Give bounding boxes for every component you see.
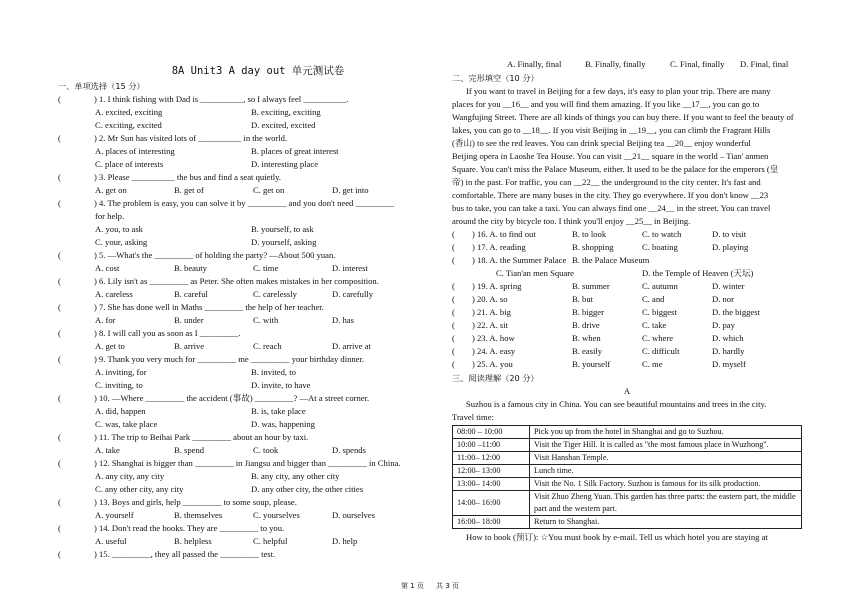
option-a: ) 17. A. reading xyxy=(472,242,526,252)
answer-paren: ( xyxy=(452,294,455,304)
option: D. hardly xyxy=(712,346,745,356)
option: B. but xyxy=(572,294,594,304)
answer-paren: ( xyxy=(58,302,61,312)
question xyxy=(58,431,418,444)
option: D. help xyxy=(332,536,358,546)
option: D. get into xyxy=(332,185,369,195)
option: C. Tian'an men Square xyxy=(496,268,574,278)
cloze-question xyxy=(452,332,802,345)
option: C. helpful xyxy=(253,536,288,546)
option: C. boating xyxy=(642,242,678,252)
option-row xyxy=(58,236,418,249)
option: C. inviting, to xyxy=(95,380,143,390)
option: D. interesting place xyxy=(251,159,319,169)
option: D. which xyxy=(712,333,744,343)
answer-paren: ( xyxy=(58,133,61,143)
option: D. playing xyxy=(712,242,749,252)
cloze-question xyxy=(452,345,802,358)
intro-line: Suzhou is a famous city in China. You can see beautiful mountains and trees in the city. xyxy=(466,399,767,409)
option: B. invited, to xyxy=(251,367,296,377)
option: D. the Temple of Heaven (天坛) xyxy=(642,268,754,278)
option: D. pay xyxy=(712,320,735,330)
question-stem: ) 8. I will call you as soon as I _________. xyxy=(94,328,241,338)
option: D. arrive at xyxy=(332,341,371,351)
option-row xyxy=(58,158,418,171)
answer-paren: ( xyxy=(58,523,61,533)
question xyxy=(58,327,418,340)
cloze-question xyxy=(452,228,802,241)
passage-line: If you want to travel in Beijing for a few days, it's easy to plan your trip. There are many xyxy=(466,86,771,96)
option: B. places of great interest xyxy=(251,146,339,156)
option: C. difficult xyxy=(642,346,680,356)
option: D. spends xyxy=(332,445,366,455)
option-row xyxy=(58,106,418,119)
option: D. to visit xyxy=(712,229,747,239)
answer-paren: ( xyxy=(58,198,61,208)
option: B. arrive xyxy=(174,341,205,351)
passage-line: Wangfujing Street. There are all kinds of things you can buy there. If you want to feel the beauty of xyxy=(452,112,794,122)
option-row xyxy=(58,418,418,431)
schedule-time: 10:00 –11:00 xyxy=(453,439,530,452)
cloze-question xyxy=(452,293,802,306)
option-row xyxy=(58,379,418,392)
question-stem: ) 3. Please __________ the bus and find a seat quietly. xyxy=(94,172,282,182)
option: B. the Palace Museum xyxy=(572,255,650,265)
schedule-activity: Visit Zhuo Zheng Yuan. This garden has three parts: the eastern part, the middle part and the western part. xyxy=(530,491,802,516)
answer-paren: ( xyxy=(58,549,61,559)
option: B. drive xyxy=(572,320,600,330)
answer-paren: ( xyxy=(452,333,455,343)
cloze-question xyxy=(452,358,802,371)
section3-heading: 三、阅读理解（20 分） xyxy=(452,373,539,383)
question-stem: ) 14. Don't read the books. They are _________ to you. xyxy=(94,523,285,533)
option: D. ourselves xyxy=(332,510,375,520)
question-stem: ) 13. Boys and girls, help _________ to some soup, please. xyxy=(94,497,297,507)
option-row xyxy=(58,444,418,457)
question xyxy=(58,132,418,145)
question xyxy=(58,301,418,314)
option-row xyxy=(58,340,418,353)
question xyxy=(58,392,418,405)
option: C. where xyxy=(642,333,674,343)
passage-line: 帝) in the past. For traffic, you can __22__ the underground to the city center. It's fast and xyxy=(452,177,761,187)
schedule-row xyxy=(453,452,802,465)
section1-heading: 一、单项选择（15 分） xyxy=(58,81,145,91)
answer-paren: ( xyxy=(452,229,455,239)
schedule-activity: Visit the Tiger Hill. It is called as "the most famous place in Wuzhong". xyxy=(530,439,802,452)
answer-paren: ( xyxy=(452,242,455,252)
question-stem: ) 7. She has done well in Maths _________ the help of her teacher. xyxy=(94,302,324,312)
option: C. biggest xyxy=(642,307,677,317)
question xyxy=(58,249,418,262)
option: B. shopping xyxy=(572,242,614,252)
option-row xyxy=(58,223,418,236)
question xyxy=(58,197,418,210)
answer-paren: ( xyxy=(452,255,455,265)
option: C. carelessly xyxy=(253,289,297,299)
question-stem: ) 10. —Where _________ the accident (事故) _________? —At a street corner. xyxy=(94,393,370,403)
option: A. Finally, final xyxy=(507,59,562,69)
schedule-time: 14:00– 16:00 xyxy=(453,491,530,516)
passage-line: lakes, you can go to __18__. If you visit Beijing in __19__, you can climb the Fragrant Hills xyxy=(452,125,771,135)
option: C. reach xyxy=(253,341,282,351)
schedule-time: 11:00– 12:00 xyxy=(453,452,530,465)
question xyxy=(58,457,418,470)
option: A. cost xyxy=(95,263,120,273)
right-column xyxy=(452,0,802,544)
page-footer xyxy=(0,580,860,593)
answer-paren: ( xyxy=(452,359,455,369)
passage-line: comfortable. There are many buses in the city. They go everywhere. If you don't know __23 xyxy=(452,190,769,200)
page-total: 共 3 页 xyxy=(436,582,460,590)
option: B. Finally, finally xyxy=(585,59,646,69)
answer-paren: ( xyxy=(58,172,61,182)
schedule-time: 12:00– 13:00 xyxy=(453,465,530,478)
option: B. spend xyxy=(174,445,205,455)
option: A. get on xyxy=(95,185,127,195)
option-row xyxy=(58,535,418,548)
intro-line: Travel time: xyxy=(452,412,494,422)
question-stem: ) 15. _________, they all passed the _________ test. xyxy=(94,549,276,559)
schedule-activity: Pick you up from the hotel in Shanghai and go to Suzhou. xyxy=(530,426,802,439)
option-row xyxy=(58,366,418,379)
option: B. any city, any other city xyxy=(251,471,340,481)
option: C. to watch xyxy=(642,229,682,239)
option: B. bigger xyxy=(572,307,604,317)
answer-paren: ( xyxy=(58,328,61,338)
option-a: ) 20. A. so xyxy=(472,294,508,304)
question-stem: ) 11. The trip to Beihai Park _________ about an hour by taxi. xyxy=(94,432,309,442)
option: A. places of interesting xyxy=(95,146,175,156)
option: D. the biggest xyxy=(712,307,760,317)
answer-paren: ( xyxy=(58,432,61,442)
option: C. take xyxy=(642,320,667,330)
answer-paren: ( xyxy=(452,281,455,291)
schedule-row xyxy=(453,465,802,478)
answer-paren: ( xyxy=(58,497,61,507)
schedule-table xyxy=(452,425,802,529)
option-a: ) 18. A. the Summer Palace xyxy=(472,255,567,265)
option-row xyxy=(58,184,418,197)
passage-label: A xyxy=(623,386,631,396)
option: B. to look xyxy=(572,229,607,239)
option: D. was, happening xyxy=(251,419,315,429)
left-column xyxy=(58,0,418,561)
answer-paren: ( xyxy=(58,94,61,104)
option-a: ) 19. A. spring xyxy=(472,281,522,291)
howto-text: How to book (预订): ☆You must book by e-mail. Tell us which hotel you are staying at xyxy=(466,532,768,542)
schedule-activity: Visit Hanshan Temple. xyxy=(530,452,802,465)
answer-paren: ( xyxy=(58,393,61,403)
section1-questions xyxy=(58,93,418,561)
option: B. helpless xyxy=(174,536,212,546)
section2-heading: 二、完形填空（10 分） xyxy=(452,73,539,83)
option-row xyxy=(58,405,418,418)
answer-paren: ( xyxy=(452,346,455,356)
option: D. winter xyxy=(712,281,745,291)
option: C. get on xyxy=(253,185,285,195)
option: D. carefully xyxy=(332,289,374,299)
option: C. and xyxy=(642,294,665,304)
option: A. you, to ask xyxy=(95,224,143,234)
option: D. yourself, asking xyxy=(251,237,317,247)
answer-paren: ( xyxy=(58,458,61,468)
option: B. is, take place xyxy=(251,406,306,416)
schedule-time: 13:00– 14:00 xyxy=(453,478,530,491)
cloze-question xyxy=(452,241,802,254)
question xyxy=(58,522,418,535)
option: A. careless xyxy=(95,289,133,299)
option-row xyxy=(58,483,418,496)
option: B. easily xyxy=(572,346,603,356)
schedule-row xyxy=(453,426,802,439)
cloze-question xyxy=(452,254,802,267)
option-row xyxy=(58,509,418,522)
option: D. interest xyxy=(332,263,368,273)
option: C. me xyxy=(642,359,663,369)
page-title: 8A Unit3 A day out 单元测试卷 xyxy=(171,65,345,77)
option: D. any other city, the other cities xyxy=(251,484,364,494)
option: B. themselves xyxy=(174,510,223,520)
option-row xyxy=(452,267,802,280)
answer-paren: ( xyxy=(452,307,455,317)
option: A. get to xyxy=(95,341,125,351)
cloze-passage xyxy=(452,85,802,228)
cloze-question xyxy=(452,306,802,319)
option: D. myself xyxy=(712,359,746,369)
option-row xyxy=(58,470,418,483)
option: A. any city, any city xyxy=(95,471,165,481)
option: C. was, take place xyxy=(95,419,158,429)
schedule-row xyxy=(453,491,802,516)
question xyxy=(58,496,418,509)
howto-line xyxy=(452,531,802,544)
passage-line: around the city by bicycle too. I think you'll enjoy __25__ in Beijing. xyxy=(452,216,691,226)
option: B. careful xyxy=(174,289,208,299)
question xyxy=(58,171,418,184)
option: B. get of xyxy=(174,185,204,195)
option-a: ) 21. A. big xyxy=(472,307,511,317)
indent xyxy=(452,267,496,280)
option: A. did, happen xyxy=(95,406,146,416)
cloze-question xyxy=(452,280,802,293)
question-continuation: for help. xyxy=(95,211,125,221)
option-row xyxy=(58,288,418,301)
option: A. for xyxy=(95,315,116,325)
option: C. your, asking xyxy=(95,237,148,247)
passage-line: bus to take, you can take a taxi. You can always find one __24__ in the street. You can travel xyxy=(452,203,771,213)
option: A. inviting, for xyxy=(95,367,147,377)
page-number: 第 1 页 xyxy=(400,582,424,590)
option: C. with xyxy=(253,315,279,325)
option: D. nor xyxy=(712,294,734,304)
option: B. when xyxy=(572,333,601,343)
option: C. exciting, excited xyxy=(95,120,162,130)
q15-options xyxy=(452,58,802,71)
option: D. invite, to have xyxy=(251,380,311,390)
passage-line: Beijing opera in Laoshe Tea House. You can visit __21__ square in the world – Tian' anmen xyxy=(452,151,769,161)
answer-paren: ( xyxy=(58,250,61,260)
option-a: ) 24. A. easy xyxy=(472,346,516,356)
option-a: ) 25. A. you xyxy=(472,359,513,369)
answer-paren: ( xyxy=(452,320,455,330)
passage-line: places for you __16__ and you will find them amazing. If you like __17__, you can go to xyxy=(452,99,760,109)
option: A. useful xyxy=(95,536,127,546)
question-stem: ) 6. Lily isn't as _________ as Peter. She often makes mistakes in her composition. xyxy=(94,276,379,286)
option: C. Final, finally xyxy=(670,59,725,69)
option: A. take xyxy=(95,445,120,455)
option: B. summer xyxy=(572,281,610,291)
schedule-activity: Return to Shanghai. xyxy=(530,516,802,529)
option: D. Final, final xyxy=(740,59,789,69)
question-stem: ) 2. Mr Sun has visited lots of __________ in the world. xyxy=(94,133,288,143)
option: B. exciting, exciting xyxy=(251,107,321,117)
option: C. place of interests xyxy=(95,159,164,169)
option-a: ) 16. A. to find out xyxy=(472,229,536,239)
option-a: ) 22. A. sit xyxy=(472,320,509,330)
option: B. beauty xyxy=(174,263,207,273)
passage-line: (香山) to see the red leaves. You can drink special Beijing tea __20__ enjoy wonderful xyxy=(452,138,751,148)
option-row xyxy=(58,262,418,275)
option: C. autumn xyxy=(642,281,678,291)
option: C. time xyxy=(253,263,279,273)
schedule-row xyxy=(453,439,802,452)
question xyxy=(58,548,418,561)
option: C. yourselves xyxy=(253,510,300,520)
question-stem: ) 9. Thank you very much for _________ me _________ your birthday dinner. xyxy=(94,354,365,364)
schedule-time: 08:00 – 10:00 xyxy=(453,426,530,439)
answer-paren: ( xyxy=(58,354,61,364)
question xyxy=(58,275,418,288)
passage-line: Square. You can't miss the Palace Museum, either. It used to be the palace for the emperors (皇 xyxy=(452,164,779,174)
question xyxy=(58,93,418,106)
option: C. any other city, any city xyxy=(95,484,184,494)
option-row xyxy=(58,119,418,132)
reading-intro xyxy=(452,398,802,424)
option: A. yourself xyxy=(95,510,134,520)
option: B. yourself xyxy=(572,359,611,369)
question-stem: ) 4. The problem is easy, you can solve it by _________ and you don't need _________ xyxy=(94,198,395,208)
option-row xyxy=(58,145,418,158)
option: C. took xyxy=(253,445,279,455)
option-row xyxy=(58,314,418,327)
option: B. under xyxy=(174,315,204,325)
option-a: ) 23. A. how xyxy=(472,333,515,343)
option: D. excited, excited xyxy=(251,120,316,130)
option: B. yourself, to ask xyxy=(251,224,314,234)
question-stem: ) 12. Shanghai is bigger than _________ in Jiangsu and bigger than _________ in China. xyxy=(94,458,401,468)
option: D. has xyxy=(332,315,354,325)
question-stem: ) 5. —What's the _________ of holding the party? —About 500 yuan. xyxy=(94,250,336,260)
schedule-activity: Lunch time. xyxy=(530,465,802,478)
question xyxy=(58,353,418,366)
schedule-time: 16:00– 18:00 xyxy=(453,516,530,529)
answer-paren: ( xyxy=(58,276,61,286)
option: A. excited, exciting xyxy=(95,107,163,117)
schedule-activity: Visit the No. 1 Silk Factory. Suzhou is famous for its silk production. xyxy=(530,478,802,491)
section2-questions xyxy=(452,228,802,371)
schedule-row xyxy=(453,516,802,529)
cloze-question xyxy=(452,319,802,332)
question-stem: ) 1. I think fishing with Dad is __________, so I always feel __________. xyxy=(94,94,349,104)
schedule-row xyxy=(453,478,802,491)
